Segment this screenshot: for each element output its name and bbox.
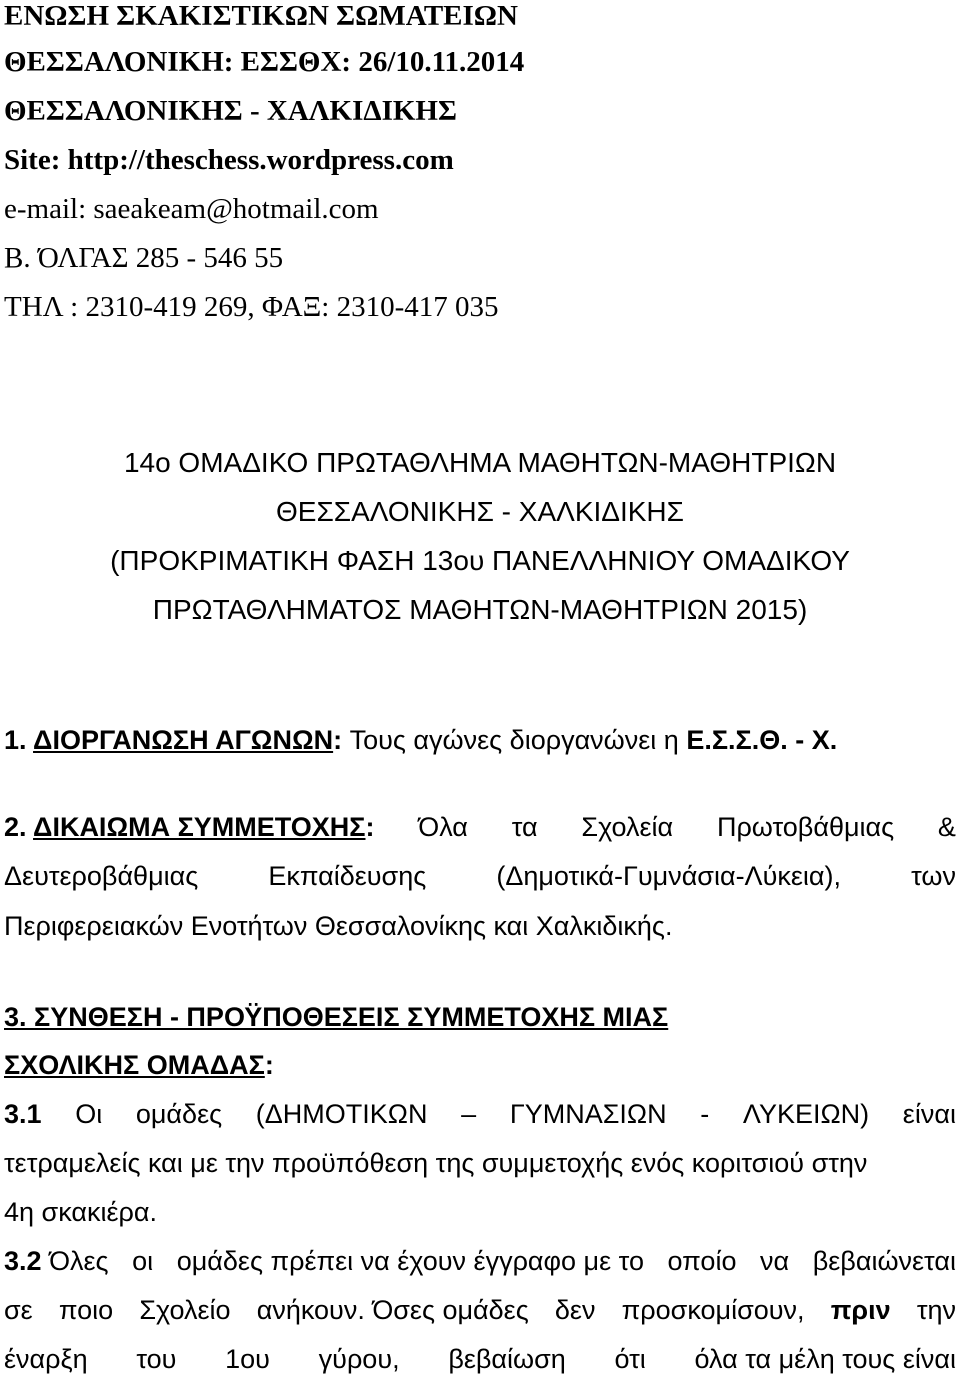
section-3-heading-line-2 [4,1050,956,1081]
section-2-word: τα [511,812,538,842]
paragraph-3-2-line-2 [4,1295,956,1326]
paragraph-3-2-lead [4,1246,109,1277]
paragraph-word: ΛΥΚΕΙΩΝ) [742,1099,870,1129]
section-2-line-3: Περιφερειακών Ενοτήτων Θεσσαλονίκης και Χαλκιδικής. [4,911,673,941]
paragraph-word-emphasis: πριν [830,1295,891,1325]
section-2-heading-group [4,812,375,843]
title-line-3: (ΠΡΟΚΡΙΜΑΤΙΚΗ ΦΑΣΗ 13ου ΠΑΝΕΛΛΗΝΙΟΥ ΟΜΑΔΙΚΟΥ [110,545,850,576]
section-1-colon: : [333,725,350,755]
section-1-heading: ΔΙΟΡΓΑΝΩΣΗ ΑΓΩΝΩΝ [33,725,334,755]
section-2-word: Όλα [418,812,468,842]
paragraph-word: βεβαιώνεται [812,1246,956,1276]
paragraph-word: (ΔΗΜΟΤΙΚΩΝ [255,1099,428,1129]
paragraph-word: - [700,1099,710,1129]
paragraph-word: έναρξη [4,1344,88,1374]
header-line-registration: ΘΕΣΣΑΛΟΝΙΚΗ: ΕΣΣΘΧ: 26/10.11.2014 [4,46,525,78]
section-3-heading-colon: : [264,1050,274,1080]
section-1-org: Ε.Σ.Σ.Θ. - Χ. [686,725,838,755]
paragraph-word: γύρου, [318,1344,400,1374]
header-line-region: ΘΕΣΣΑΛΟΝΙΚΗΣ - ΧΑΛΚΙΔΙΚΗΣ [4,95,457,127]
header-line-address: Β. ΌΛΓΑΣ 285 - 546 55 [4,242,284,274]
section-3-heading-line-1: 3. ΣΥΝΘΕΣΗ - ΠΡΟΫΠΟΘΕΣΕΙΣ ΣΥΜΜΕΤΟΧΗΣ ΜΙΑΣ [4,1002,669,1032]
paragraph-word: ομάδες [135,1099,223,1129]
paragraph-word: οποίο [667,1246,737,1276]
paragraph-3-2-number: 3.2 [4,1246,42,1276]
section-1-text: Τους αγώνες διοργανώνει η [349,725,687,755]
paragraph-word: δεν [554,1295,596,1325]
paragraph-word: Οι [75,1099,103,1129]
paragraph-word: ότι [614,1344,646,1374]
paragraph-word: ΓΥΜΝΑΣΙΩΝ [509,1099,667,1129]
paragraph-word: όλα τα μέλη τους είναι [694,1344,956,1374]
section-3-heading-text: ΣΧΟΛΙΚΗΣ ΟΜΑΔΑΣ [4,1050,265,1080]
section-2-colon: : [365,812,375,842]
paragraph-word: ανήκουν. Όσες ομάδες [256,1295,529,1325]
section-2-word: (Δημοτικά-Γυμνάσια-Λύκεια), [496,861,841,891]
paragraph-word: – [461,1099,477,1129]
section-2-word: Πρωτοβάθμιας [716,812,895,842]
paragraph-3-2-line-3 [4,1344,956,1375]
paragraph-word: του [136,1344,177,1374]
section-2-word: Εκπαίδευσης [268,861,427,891]
section-2-word: & [937,812,956,842]
paragraph-3-1-line-2: τετραμελείς και με την προϋπόθεση της συμμετοχής ενός κοριτσιού στην [4,1148,868,1178]
paragraph-word: ομάδες πρέπει να έχουν έγγραφο με το [176,1246,644,1276]
section-2-line-2 [4,861,956,892]
title-line-1: 14ο ΟΜΑΔΙΚΟ ΠΡΩΤΑΘΛΗΜΑ ΜΑΘΗΤΩΝ-ΜΑΘΗΤΡΙΩΝ [123,447,837,478]
section-2-line-1 [4,812,956,843]
paragraph-word: την [916,1295,956,1325]
paragraph-word: Όλες [49,1246,109,1276]
section-1-number: 1. [4,725,34,755]
section-2-word: Σχολεία [581,812,674,842]
paragraph-word: Σχολείο [139,1295,231,1325]
paragraph-3-2-line-1 [4,1246,956,1277]
header-line-union: ΕΝΩΣΗ ΣΚΑΚΙΣΤΙΚΩΝ ΣΩΜΑΤΕΙΩΝ [4,0,518,32]
paragraph-word: οι [132,1246,154,1276]
paragraph-word: ποιο [58,1295,114,1325]
title-line-4: ΠΡΩΤΑΘΛΗΜΑΤΟΣ ΜΑΘΗΤΩΝ-ΜΑΘΗΤΡΙΩΝ 2015) [152,594,808,625]
paragraph-3-1-number: 3.1 [4,1099,42,1129]
paragraph-word: προσκομίσουν, [621,1295,805,1325]
section-2-word: Δευτεροβάθμιας [4,861,199,891]
paragraph-word: να [760,1246,790,1276]
header-line-phone: ΤΗΛ : 2310-419 269, ΦΑΞ: 2310-417 035 [4,291,499,323]
section-2-number: 2. [4,812,34,842]
header-line-email: e-mail: saeakeam@hotmail.com [4,193,379,225]
section-2-heading: ΔΙΚΑΙΩΜΑ ΣΥΜΜΕΤΟΧΗΣ [33,812,366,842]
section-2-word: των [911,861,956,891]
paragraph-word: 1ου [225,1344,270,1374]
title-line-2: ΘΕΣΣΑΛΟΝΙΚΗΣ - ΧΑΛΚΙΔΙΚΗΣ [276,496,684,527]
paragraph-3-1-line-1 [4,1099,956,1130]
paragraph-word: είναι [902,1099,956,1129]
paragraph-word: σε [4,1295,33,1325]
paragraph-3-1-line-3: 4η σκακιέρα. [4,1197,157,1227]
header-line-site: Site: http://theschess.wordpress.com [4,144,454,176]
section-1 [4,725,956,756]
paragraph-word: βεβαίωση [448,1344,566,1374]
